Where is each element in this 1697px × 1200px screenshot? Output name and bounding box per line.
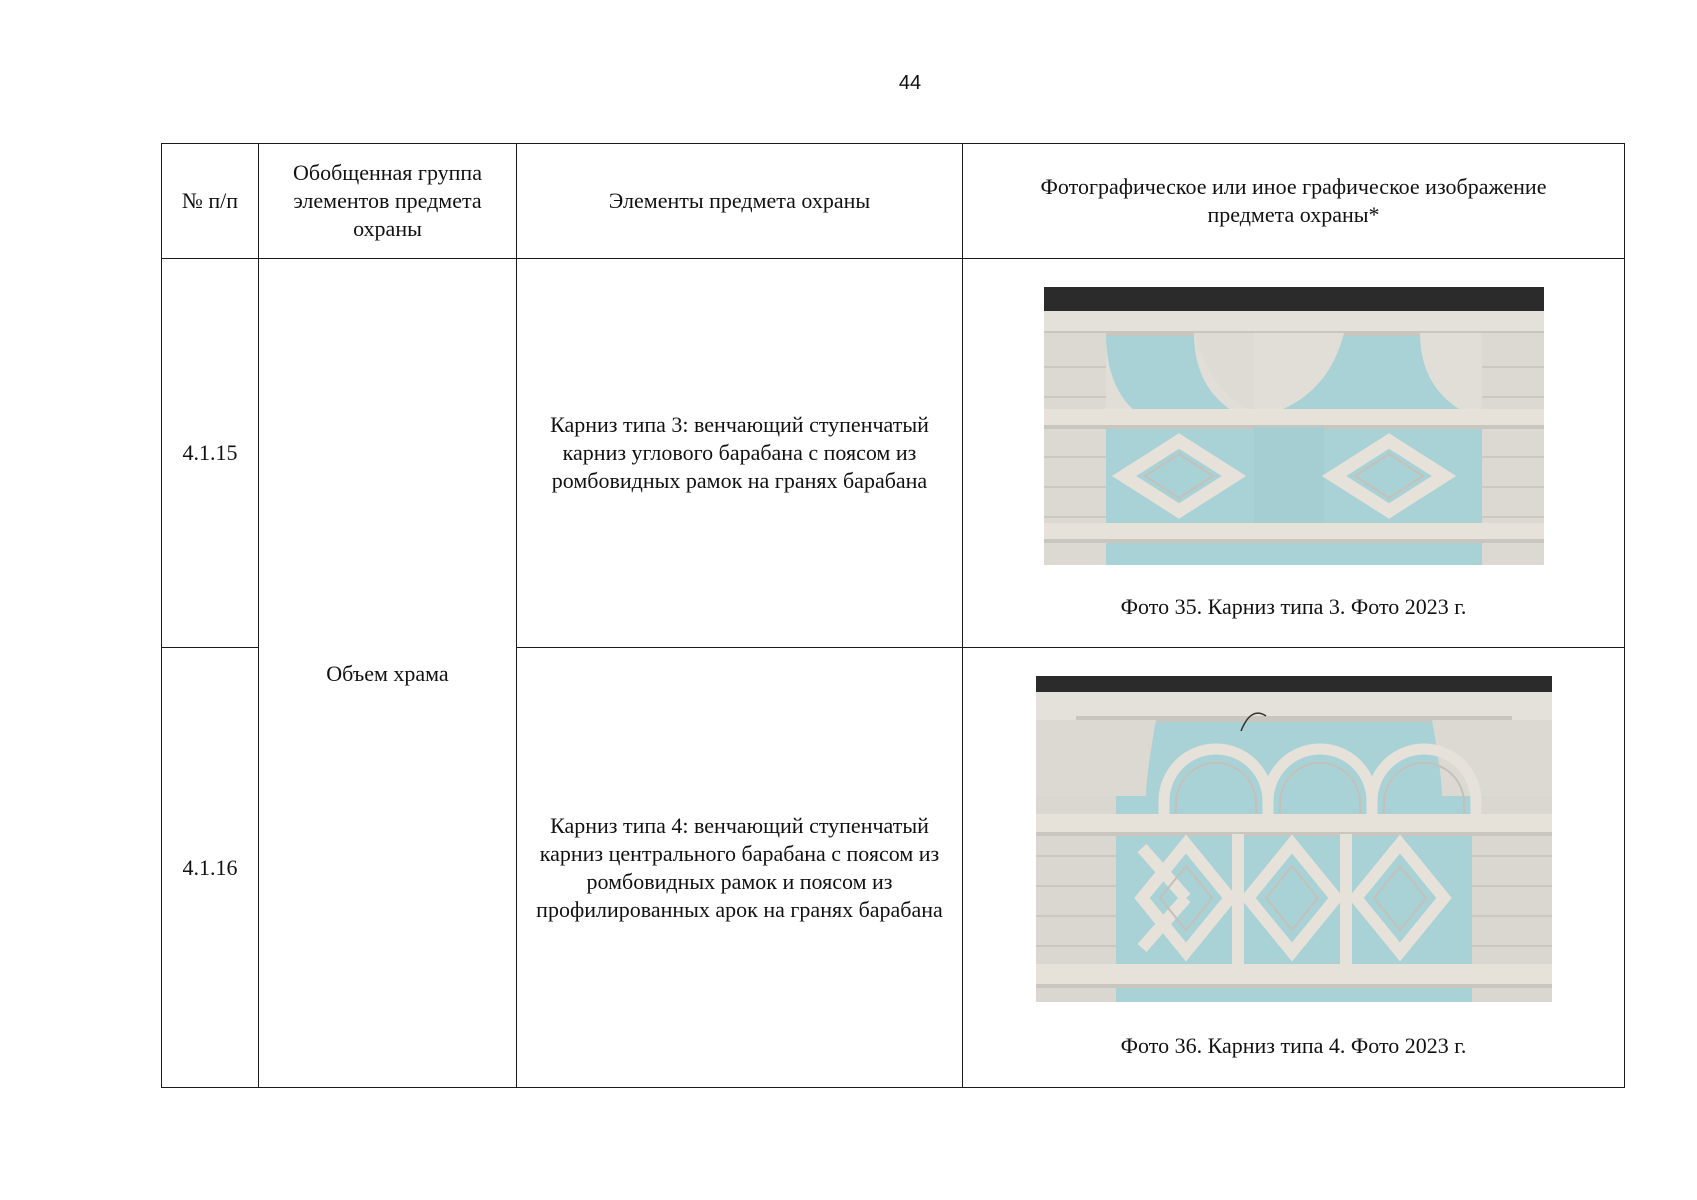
photo-36-image [1036, 676, 1552, 1002]
photo-cell [963, 648, 1625, 1088]
table-header-row [162, 144, 1625, 259]
header-elements: Элементы предмета охраны [517, 144, 963, 259]
element-description: Карниз типа 3: венчающий ступенчатый карниз углового барабана с поясом из ромбовидных рамок на гранях барабана [517, 259, 963, 648]
row-number: 4.1.15 [162, 259, 259, 648]
photo-caption: Фото 35. Карниз типа 3. Фото 2023 г. [1120, 594, 1467, 619]
header-photo: Фотографическое или иное графическое изображение предмета охраны* [963, 144, 1625, 259]
group-cell: Объем храма [259, 259, 517, 1088]
page-number: 44 [898, 72, 922, 94]
header-number: № п/п [162, 144, 259, 259]
photo-caption: Фото 36. Карниз типа 4. Фото 2023 г. [1120, 1032, 1467, 1058]
photo-cell [963, 259, 1625, 648]
row-number: 4.1.16 [162, 648, 259, 1088]
header-group: Обобщенная группа элементов предмета охраны [259, 144, 517, 259]
photo-35-image [1044, 287, 1544, 565]
table-row [162, 259, 1625, 648]
protection-table [161, 143, 1625, 1088]
element-description: Карниз типа 4: венчающий ступенчатый карниз центрального барабана с поясом из ромбовидных рамок и поясом из профилированных арок на гранях барабана [517, 648, 963, 1088]
